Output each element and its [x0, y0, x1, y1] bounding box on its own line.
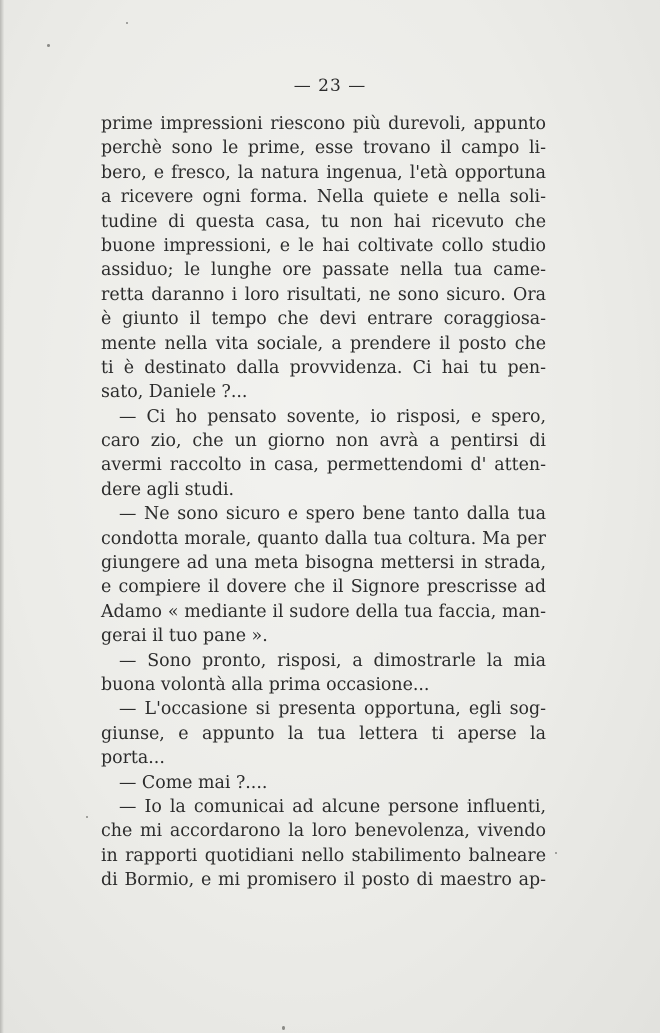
- text-line: — Sono pronto, risposi, a dimostrarle la mia: [119, 650, 546, 671]
- text-line: bero, e fresco, la natura ingenua, l'età opportuna: [101, 162, 546, 183]
- text-line: assiduo; le lunghe ore passate nella tua came-: [101, 260, 546, 281]
- text-line: — L'occasione si presenta opportuna, egli sog-: [119, 699, 546, 720]
- text-line: — Io la comunicai ad alcune persone influenti,: [119, 796, 546, 817]
- paper-speck: [47, 44, 50, 47]
- text-line: giunse, e appunto la tua lettera ti aperse la: [101, 723, 546, 744]
- text-line: caro zio, che un giorno non avrà a pentirsi di: [101, 431, 546, 452]
- text-line: — Come mai ?....: [119, 772, 268, 793]
- text-line: — Ci ho pensato sovente, io risposi, e spero,: [119, 406, 546, 427]
- text-line: sato, Daniele ?...: [101, 382, 248, 403]
- text-line: buona volontà alla prima occasione...: [101, 674, 430, 695]
- text-line: ti è destinato dalla provvidenza. Ci hai tu pen-: [101, 357, 546, 378]
- paper-speck: [555, 852, 557, 854]
- text-line: — Ne sono sicuro e spero bene tanto dalla tua: [119, 504, 546, 525]
- text-line: porta...: [101, 748, 165, 769]
- text-line: avermi raccolto in casa, permettendomi d' atten-: [101, 455, 546, 476]
- text-line: di Bormio, e mi promisero il posto di maestro ap-: [101, 870, 546, 891]
- text-line: perchè sono le prime, esse trovano il campo li-: [101, 138, 546, 159]
- text-line: è giunto il tempo che devi entrare coraggiosa-: [101, 309, 546, 330]
- text-line: buone impressioni, e le hai coltivate collo studio: [101, 235, 546, 256]
- text-line: in rapporti quotidiani nello stabilimento balneare: [101, 845, 546, 866]
- page-number: — 23 —: [293, 76, 367, 96]
- paper-speck: [126, 22, 128, 24]
- text-line: giungere ad una meta bisogna mettersi in strada,: [101, 553, 546, 574]
- page-binding-edge: [0, 0, 4, 1033]
- text-line: a ricevere ogni forma. Nella quiete e nella soli-: [101, 187, 546, 208]
- text-line: Adamo « mediante il sudore della tua faccia, man-: [101, 601, 546, 622]
- text-line: retta daranno i loro risultati, ne sono sicuro. Ora: [101, 284, 546, 305]
- text-line: condotta morale, quanto dalla tua coltura. Ma per: [101, 528, 546, 549]
- text-line: gerai il tuo pane ».: [101, 626, 268, 647]
- text-line: dere agli studi.: [101, 479, 235, 500]
- text-line: che mi accordarono la loro benevolenza, vivendo: [101, 821, 546, 842]
- body-text: [101, 112, 546, 893]
- text-line: prime impressioni riescono più durevoli, appunto: [101, 114, 546, 134]
- text-line: tudine di questa casa, tu non hai ricevuto che: [101, 211, 546, 232]
- text-line: e compiere il dovere che il Signore prescrisse ad: [101, 577, 546, 598]
- paper-speck: [282, 1026, 285, 1030]
- paper-speck: [86, 816, 88, 818]
- text-line: mente nella vita sociale, a prendere il posto che: [101, 333, 546, 354]
